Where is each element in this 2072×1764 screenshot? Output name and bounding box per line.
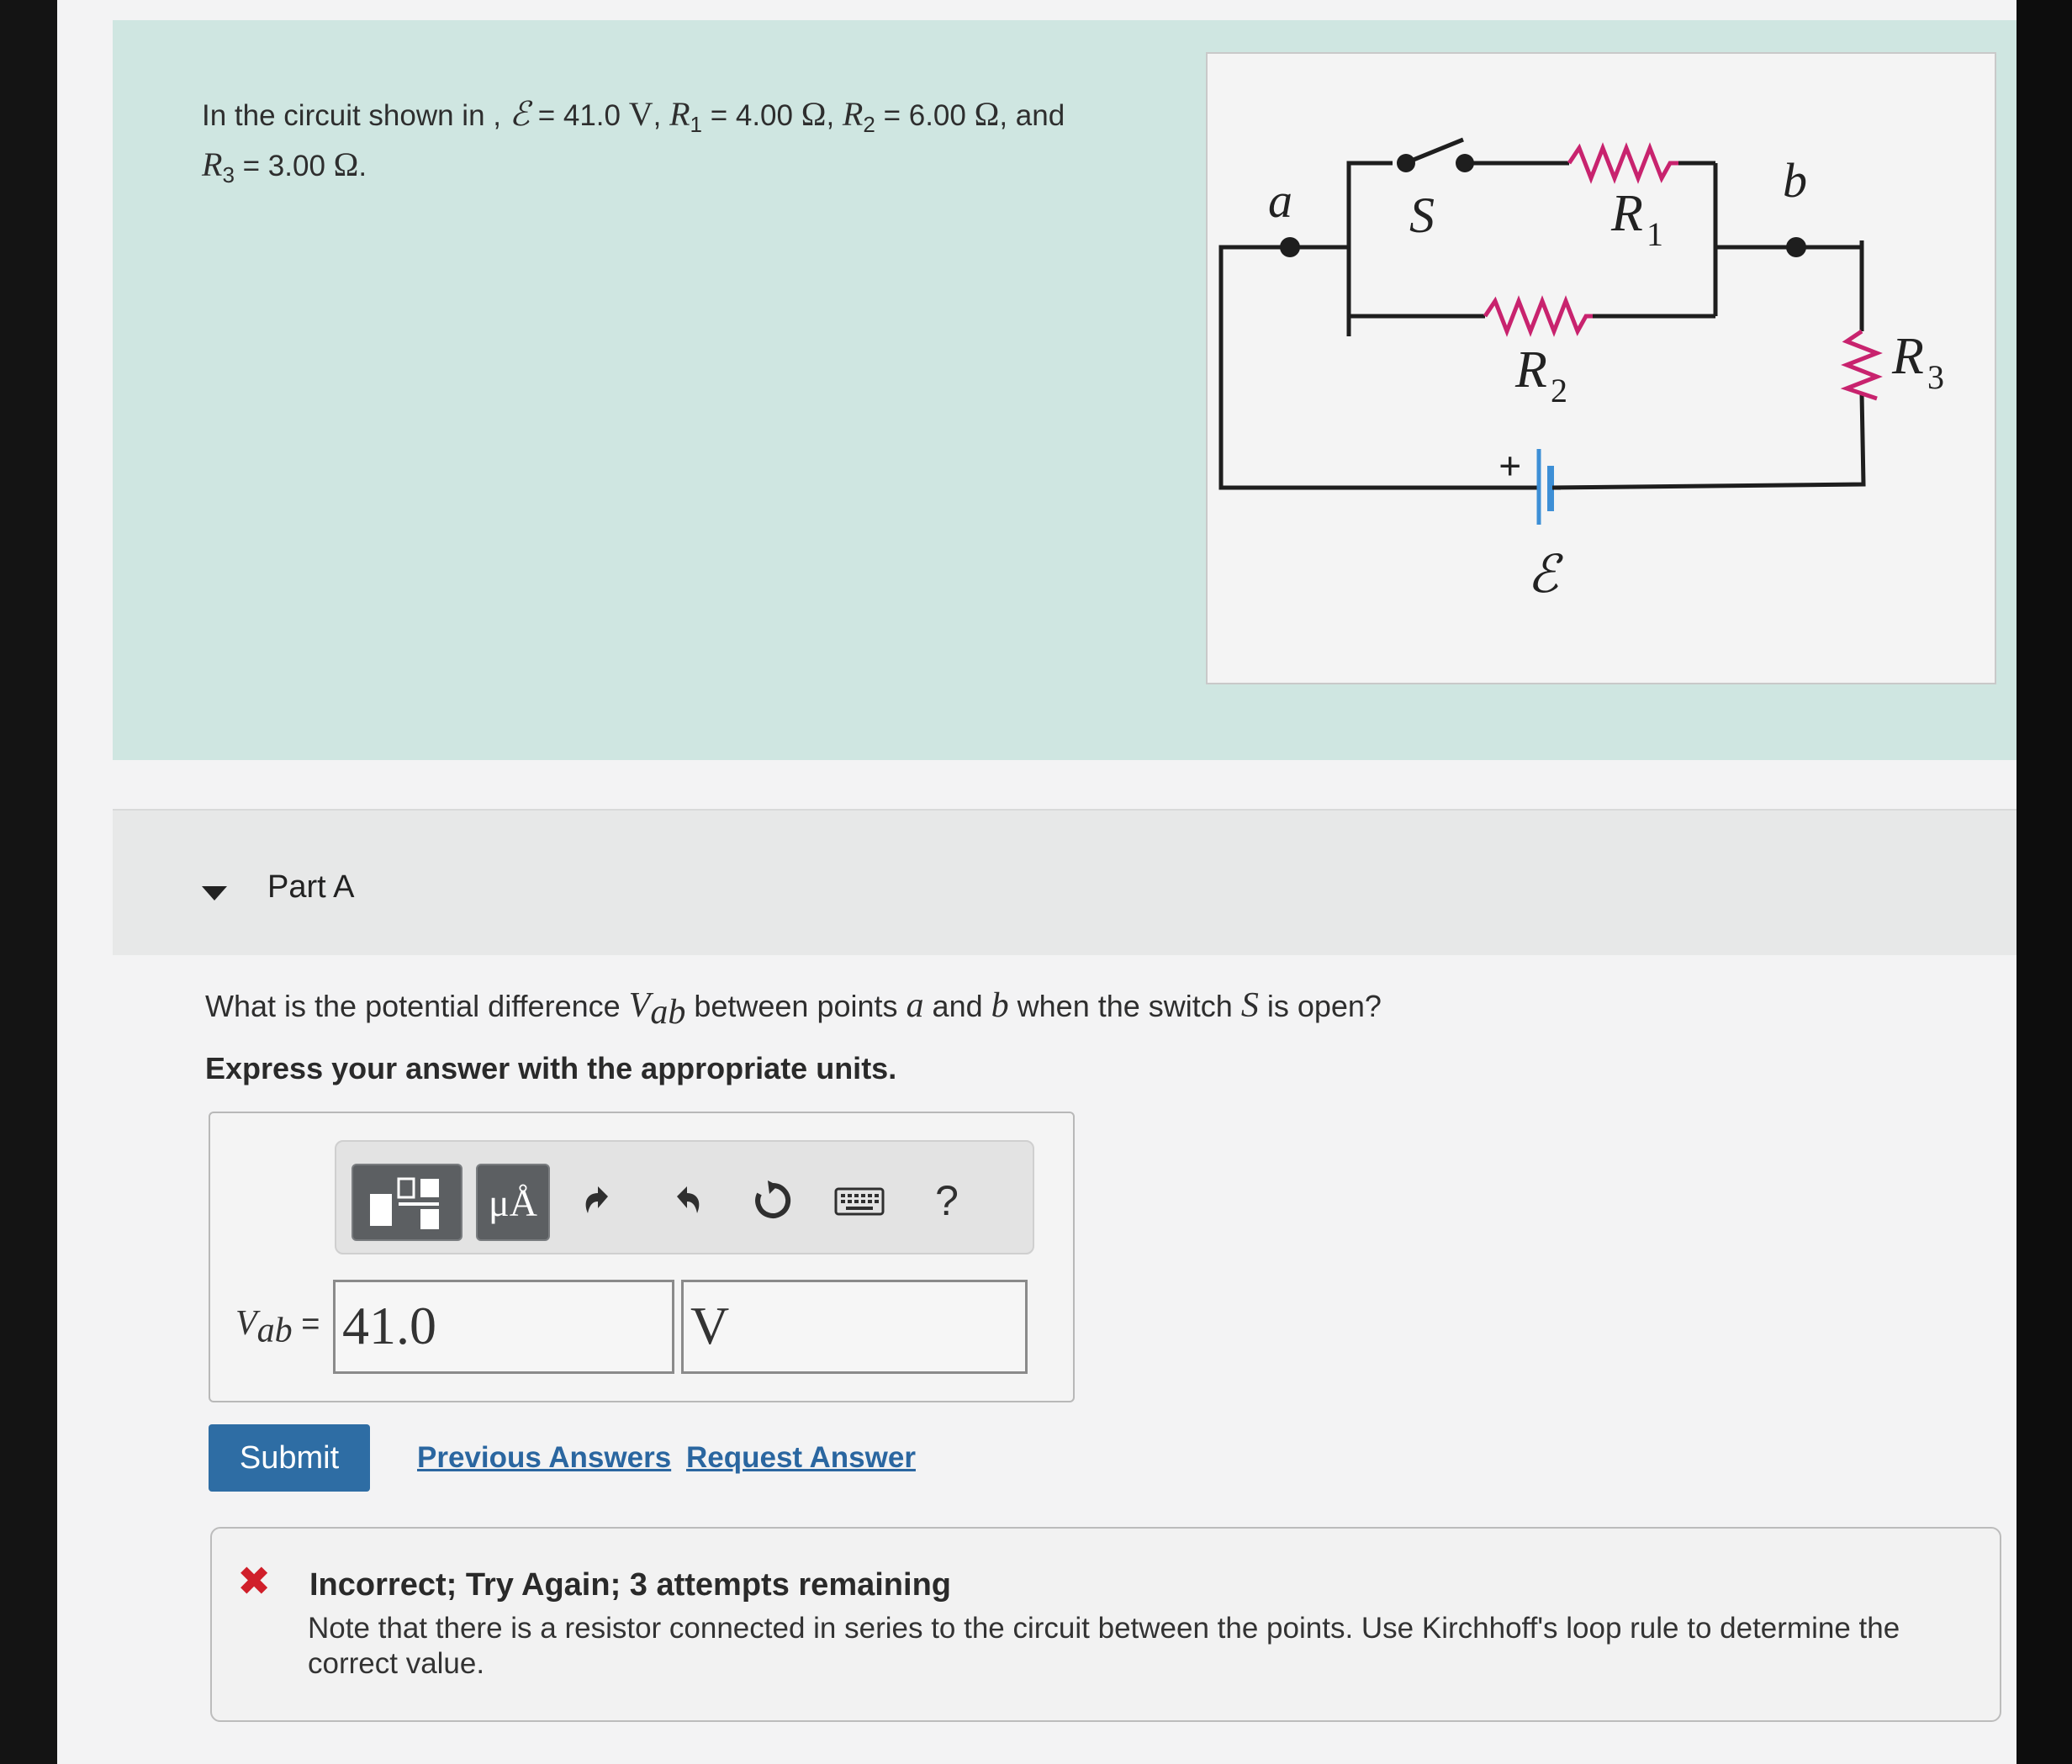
r2-symbol: R: [842, 95, 864, 133]
units-button[interactable]: [476, 1164, 550, 1241]
circuit-diagram: [1208, 54, 1995, 683]
answer-box: [209, 1112, 1075, 1402]
request-answer-link[interactable]: Request Answer: [686, 1441, 916, 1474]
unit-input[interactable]: V: [681, 1280, 1028, 1374]
help-icon: ?: [935, 1177, 959, 1224]
part-a-header[interactable]: [113, 809, 2016, 955]
battery: [1527, 449, 1561, 525]
question-v: V: [628, 986, 651, 1025]
label-r2: R: [1515, 341, 1547, 399]
units-icon: μÅ: [489, 1181, 537, 1224]
switch-lever: [1409, 140, 1463, 161]
emf-value: = 41.0: [537, 99, 621, 132]
answer-label: [235, 1303, 320, 1351]
question-mid1: between points: [694, 989, 898, 1023]
switch-contact-dot: [1456, 154, 1474, 172]
label-r1-sub: 1: [1646, 215, 1663, 253]
question-b: b: [991, 986, 1009, 1025]
question-mid3: when the switch: [1017, 989, 1233, 1023]
wire-outer-right: [1862, 240, 1863, 247]
emf-symbol: ℰ: [509, 95, 530, 133]
switch-pivot-dot: [1397, 154, 1415, 172]
reset-button[interactable]: [745, 1169, 801, 1233]
redo-icon: [665, 1180, 707, 1222]
wire-outer-left: [1221, 247, 1527, 488]
r2-value: = 6.00: [883, 99, 966, 132]
answer-label-v: V: [235, 1304, 257, 1343]
label-r3-sub: 3: [1927, 358, 1944, 396]
intro-lead-text: In the circuit shown in ,: [202, 99, 501, 132]
undo-button[interactable]: [574, 1169, 624, 1233]
label-plus: +: [1498, 444, 1522, 489]
feedback-title: Incorrect; Try Again; 3 attempts remaining: [309, 1567, 951, 1603]
label-emf: ℰ: [1527, 547, 1559, 604]
question-a: a: [906, 986, 924, 1025]
r2-sub: 2: [863, 112, 875, 137]
keyboard-icon: [834, 1184, 885, 1217]
ohm-unit: Ω: [801, 95, 827, 133]
math-toolbar: [335, 1140, 1034, 1254]
r3-symbol: R: [202, 145, 223, 183]
resistor-r1: [1569, 148, 1678, 178]
keyboard-button[interactable]: [829, 1169, 890, 1233]
feedback-box: [210, 1527, 2001, 1722]
device-bezel: [2016, 0, 2072, 1764]
value-input[interactable]: 41.0: [333, 1280, 674, 1374]
emf-unit: V: [628, 95, 653, 133]
screen: [57, 0, 2016, 1764]
r3-value: = 3.00: [242, 150, 325, 182]
problem-statement: In the circuit shown in , ℰ = 41.0 V, $R_1 = 4.00$ Ω, $R_2 = 6.00$ Ω, and $R_3 = 3.00$ Ω.: [202, 95, 1065, 187]
question-s: S: [1240, 986, 1259, 1025]
ohm-unit: Ω: [974, 95, 1000, 133]
answer-label-sub: ab: [256, 1311, 293, 1350]
question-mid2: and: [932, 989, 983, 1023]
circuit-figure: [1206, 52, 1996, 684]
wire-inner-rect-left: [1349, 163, 1393, 336]
question-post: is open?: [1266, 989, 1382, 1023]
part-title: Part A: [267, 869, 355, 905]
incorrect-x-icon: ✖: [237, 1560, 272, 1604]
question-text: [205, 985, 1382, 1033]
previous-answers-link[interactable]: Previous Answers: [417, 1441, 672, 1474]
resistor-r2: [1485, 301, 1593, 331]
r1-symbol: R: [669, 95, 690, 133]
label-s: S: [1409, 187, 1435, 243]
feedback-text: Note that there is a resistor connected in series to the circuit between the points. Use Kirchhoff's loop rule to determine the correct value.: [308, 1612, 1900, 1680]
label-r2-sub: 2: [1551, 372, 1567, 409]
node-b-dot: [1786, 237, 1806, 257]
r1-value: = 4.00: [710, 99, 793, 132]
answer-equals: =: [301, 1307, 320, 1342]
label-b: b: [1783, 153, 1807, 208]
and-text: and: [1015, 99, 1065, 132]
help-button[interactable]: [922, 1169, 972, 1233]
resistor-r3: [1847, 331, 1877, 399]
label-r1: R: [1611, 185, 1643, 242]
instruction-text: Express your answer with the appropriate units.: [205, 1051, 897, 1085]
problem-intro-panel: [113, 20, 2016, 760]
question-pre: What is the potential difference: [205, 989, 621, 1023]
r3-sub: 3: [222, 162, 235, 187]
ohm-unit: Ω: [333, 145, 359, 183]
reset-icon: [749, 1177, 796, 1224]
caret-down-icon[interactable]: [202, 886, 227, 900]
submit-button[interactable]: Submit: [209, 1424, 370, 1492]
label-r3: R: [1892, 328, 1924, 385]
templates-icon: [353, 1165, 461, 1239]
question-v-sub: ab: [650, 993, 686, 1033]
node-a-dot: [1280, 237, 1300, 257]
label-a: a: [1268, 173, 1292, 228]
templates-button[interactable]: [352, 1164, 462, 1241]
undo-icon: [578, 1180, 620, 1222]
r1-sub: 1: [690, 112, 702, 137]
wire-outer-bottom-right: [1549, 393, 1863, 488]
redo-button[interactable]: [661, 1169, 711, 1233]
